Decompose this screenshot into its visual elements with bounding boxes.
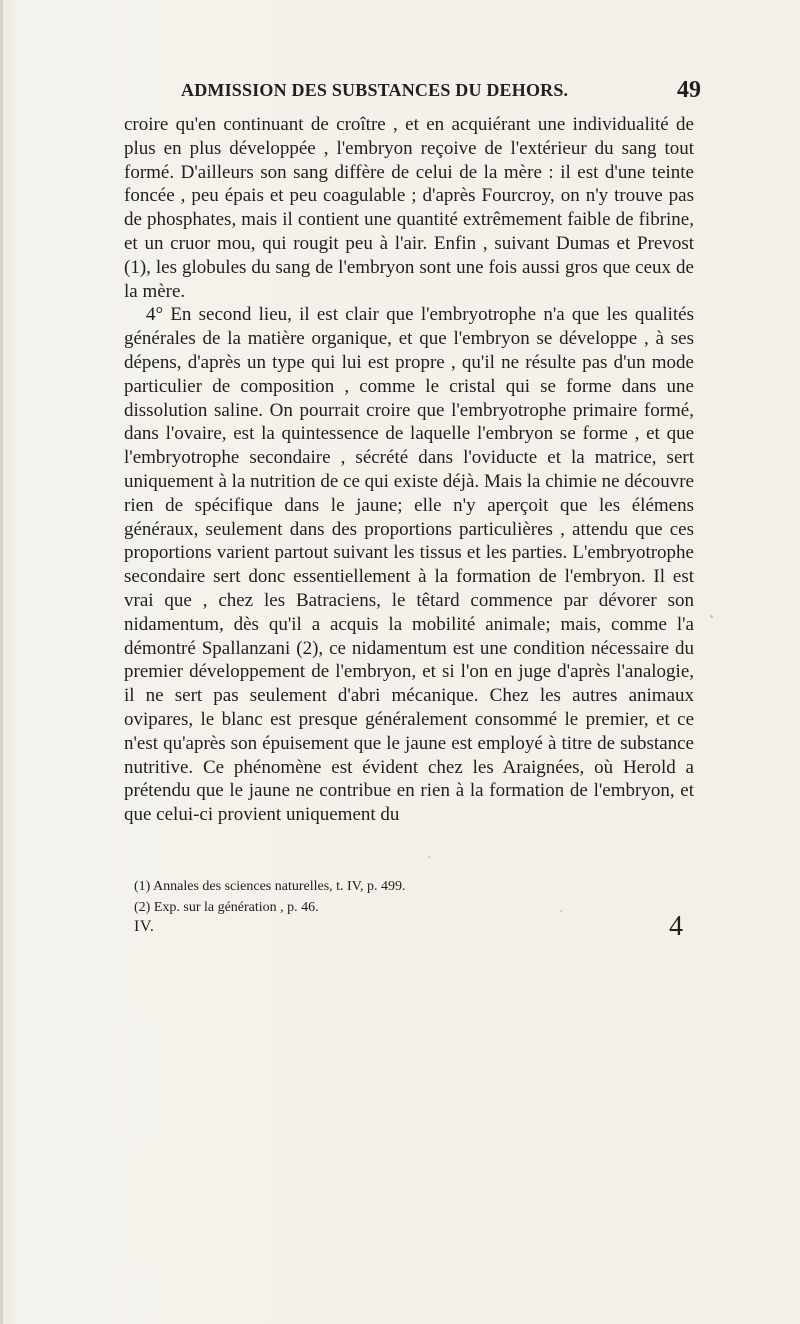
footnote-2: (2) Exp. sur la génération , p. 46. [134, 900, 319, 915]
running-head: ADMISSION DES SUBSTANCES DU DEHORS. [181, 80, 569, 100]
paragraph-1: croire qu'en continuant de croître , et en acquiérant une individualité de plus en plus développée , l'embryon reçoive de l'extérieur du sang tout formé. D'ailleurs son sang diffère de celui de la mère : il est d'une teinte foncée , peu épais et peu coagulable ; d'après Fourcroy, on n'y trouve pas de phosphates, mais il contient une quantité extrêmement faible de fibrine, et un cruor mou, qui rougit peu à l'air. Enfin , suivant Dumas et Prevost (1), les globules du sang de l'embryon sont une fois aussi gros que ceux de la mère. [124, 114, 694, 302]
paper-speck [428, 856, 430, 858]
page-edge [0, 0, 3, 1324]
signature-mark: 4 [669, 911, 683, 942]
paper-speck [560, 910, 562, 912]
footnotes [134, 876, 674, 918]
body-text [124, 113, 694, 827]
footnote-1: (1) Annales des sciences naturelles, t. IV, p. 499. [134, 879, 406, 894]
page-header [181, 77, 711, 110]
page-number: 49 [677, 77, 701, 103]
paper-speck [710, 615, 713, 618]
volume-signature: IV. [134, 918, 155, 935]
paragraph-2: 4° En second lieu, il est clair que l'embryotrophe n'a que les qualités générales de la matière organique, et que l'embryon se développe , à ses dépens, d'après un type qui lui est propre , qu'il ne résulte pas d'un mode particulier de composition , comme le cristal qui se forme dans une dissolution saline. On pourrait croire que l'embryotrophe primaire formé, dans l'ovaire, est la quintessence de laquelle l'embryon se forme , et que l'embryotrophe secondaire , sécrété dans l'oviducte et la matrice, sert uniquement à la nutrition de ce qui existe déjà. Mais la chimie ne découvre rien de spécifique dans le jaune; elle n'y aperçoit que les élémens généraux, seulement dans des proportions particulières , attendu que ces proportions varient partout suivant les tissus et les parties. L'embryotrophe secondaire sert donc essentiellement à la formation de l'embryon. Il est vrai que , chez les Batraciens, le têtard commence par dévorer son nidamentum, dès qu'il a acquis la mobilité animale; mais, comme l'a démontré Spallanzani (2), ce nidamentum est une condition nécessaire du premier développement de l'embryon, et si l'on en juge d'après l'analogie, il ne sert pas seulement d'abri mécanique. Chez les autres animaux ovipares, le blanc est presque généralement consommé le premier, et ce n'est qu'après son épuisement que le jaune est employé à titre de substance nutritive. Ce phénomène est évident chez les Araignées, où Herold a prétendu que le jaune ne contribue en rien à la formation de l'embryon, et que celui-ci provient uniquement du [124, 304, 694, 826]
